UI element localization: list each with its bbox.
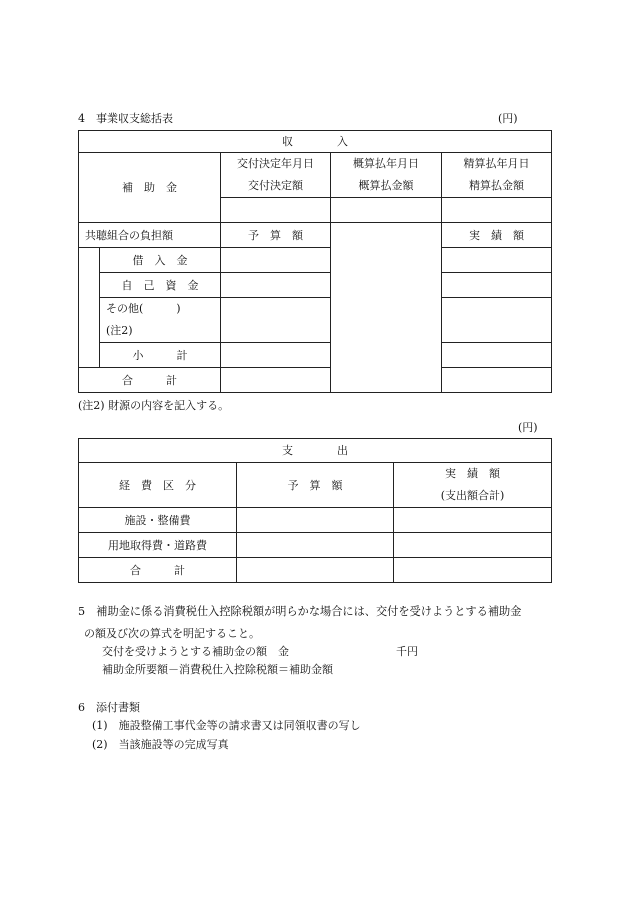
section-4-title: 4 事業収支総括表	[78, 112, 173, 125]
section-5-formula: 補助金所要額－消費税仕入控除税額＝補助金額	[102, 663, 333, 676]
other-label: その他( )	[106, 302, 181, 315]
estimate-header	[331, 153, 442, 198]
expense-table	[78, 438, 552, 583]
expense-row-land: 用地取得費・道路費	[79, 533, 237, 558]
facility-budget-cell	[237, 508, 394, 533]
facility-actual-cell	[394, 508, 552, 533]
subtotal-budget-cell	[221, 343, 331, 368]
decision-amount-label: 交付決定額	[248, 179, 303, 192]
burden-budget-label: 予 算 額	[221, 223, 331, 248]
note-2: (注2) 財源の内容を記入する。	[78, 399, 230, 412]
section-5-line-1: 5 補助金に係る消費税仕入控除税額が明らかな場合には、交付を受けようとする補助金	[78, 605, 522, 618]
decision-header	[221, 153, 331, 198]
expense-actual-sub: (支出額合計)	[440, 489, 505, 502]
income-table	[78, 130, 552, 393]
expense-total-actual-cell	[394, 558, 552, 583]
row-subtotal: 小 計	[100, 343, 221, 368]
row-borrowing: 借 入 金	[100, 248, 221, 273]
expense-header: 支 出	[79, 439, 552, 463]
estimate-date-label: 概算払年月日	[353, 157, 419, 170]
expense-row-facility: 施設・整備費	[79, 508, 237, 533]
row-own-funds: 自 己 資 金	[100, 273, 221, 298]
settlement-amount-label: 精算払金額	[469, 179, 525, 192]
land-actual-cell	[394, 533, 552, 558]
burden-label: 共聴組合の負担額	[79, 223, 221, 248]
section-5-line-2: の額及び次の算式を明記すること。	[84, 627, 260, 640]
note2-ref: (注2)	[106, 324, 133, 337]
estimate-amount-label: 概算払金額	[358, 179, 414, 192]
burden-merged-cell	[331, 223, 442, 393]
subsidy-label: 補 助 金	[79, 153, 221, 223]
expense-actual-header	[394, 463, 552, 508]
section-5-unit: 千円	[396, 645, 418, 658]
decision-amount-cell	[221, 198, 331, 223]
borrowing-budget-cell	[221, 248, 331, 273]
expense-unit: (円)	[518, 421, 538, 434]
expense-category-label: 経 費 区 分	[79, 463, 237, 508]
expense-row-total: 合 計	[79, 558, 237, 583]
settlement-header	[442, 153, 552, 198]
section-5-line-3: 交付を受けようとする補助金の額 金	[102, 645, 289, 658]
income-total-label: 合 計	[79, 368, 221, 393]
income-total-budget-cell	[221, 368, 331, 393]
indent-cell	[79, 248, 100, 368]
borrowing-actual-cell	[442, 248, 552, 273]
expense-actual-label: 実 績 額	[445, 467, 500, 480]
estimate-amount-cell	[331, 198, 442, 223]
income-total-actual-cell	[442, 368, 552, 393]
section-6-title: 6 添付書類	[78, 701, 140, 714]
expense-total-budget-cell	[237, 558, 394, 583]
land-budget-cell	[237, 533, 394, 558]
income-unit: (円)	[498, 112, 518, 125]
settlement-date-label: 精算払年月日	[463, 157, 530, 170]
subtotal-actual-cell	[442, 343, 552, 368]
attachment-item-1: (1) 施設整備工事代金等の請求書又は同領収書の写し	[92, 719, 361, 732]
own-funds-actual-cell	[442, 273, 552, 298]
settlement-amount-cell	[442, 198, 552, 223]
burden-actual-label: 実 績 額	[442, 223, 552, 248]
expense-budget-label: 予 算 額	[237, 463, 394, 508]
decision-date-label: 交付決定年月日	[237, 157, 314, 170]
own-funds-budget-cell	[221, 273, 331, 298]
attachment-item-2: (2) 当該施設等の完成写真	[92, 738, 229, 751]
other-actual-cell	[442, 298, 552, 343]
row-other	[100, 298, 221, 343]
income-header: 収 入	[79, 131, 552, 153]
other-budget-cell	[221, 298, 331, 343]
